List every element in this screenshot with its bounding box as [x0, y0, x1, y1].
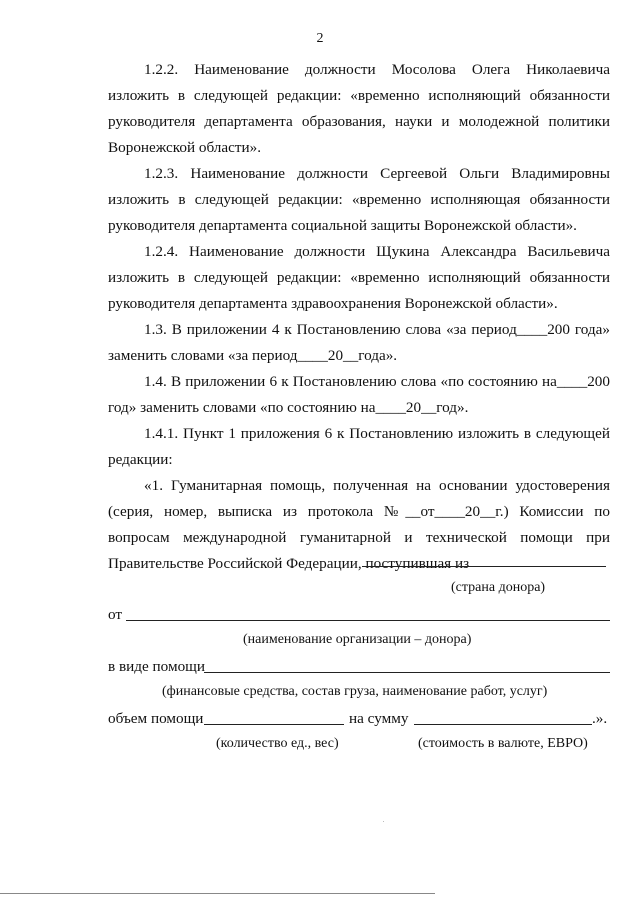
aid-form-blank	[204, 672, 610, 673]
paragraph-text: 1.4.1. Пункт 1 приложения 6 к Постановлению изложить в следующей редакции:	[108, 425, 610, 468]
organization-blank	[126, 620, 610, 621]
end-mark: .».	[592, 710, 608, 727]
from-label: от	[108, 606, 123, 623]
paragraph-1-2-3	[108, 161, 610, 239]
paragraph-1-2-4	[108, 239, 610, 317]
scan-speck	[383, 821, 384, 822]
organization-caption: (наименование организации – донора)	[243, 632, 472, 647]
paragraph-1-4-1	[108, 421, 610, 473]
quoted-paragraph	[108, 473, 610, 577]
page-number: 2	[316, 31, 324, 46]
paragraph-text: 1.4. В приложении 6 к Постановлению слова «по состоянию на____200 год» заменить словами «по состоянию на____20__год».	[108, 373, 610, 416]
volume-label: объем помощи	[108, 710, 204, 727]
donor-country-caption: (страна донора)	[451, 580, 546, 595]
scan-edge-line	[0, 893, 435, 894]
paragraph-text: 1.3. В приложении 4 к Постановлению слова «за период____200 года» заменить словами «за период____20__года».	[108, 321, 610, 364]
paragraph-1-2-2	[108, 57, 610, 161]
volume-blank	[204, 724, 344, 725]
donor-country-blank	[362, 566, 606, 567]
quantity-caption: (количество ед., вес)	[216, 736, 339, 751]
aid-form-caption: (финансовые средства, состав груза, наименование работ, услуг)	[162, 684, 548, 699]
paragraph-text: 1.2.2. Наименование должности Мосолова Олега Николаевича изложить в следующей редакции: «временно исполняющий обязанности руководителя департамента образования, науки и молодежной политики Воронежской области».	[108, 61, 610, 156]
paragraph-text: 1.2.3. Наименование должности Сергеевой Ольги Владимировны изложить в следующей редакции: «временно исполняющая обязанности руководителя департамента социальной защиты Воронежской области».	[108, 165, 610, 234]
paragraph-1-3	[108, 317, 610, 369]
paragraph-text: 1.2.4. Наименование должности Щукина Александра Васильевича изложить в следующей редакции: «временно исполняющий обязанности руководителя департамента здравоохранения Воронежской области».	[108, 243, 610, 312]
sum-blank	[414, 724, 592, 725]
aid-form-label: в виде помощи	[108, 658, 205, 675]
sum-label: на сумму	[349, 710, 409, 727]
cost-caption: (стоимость в валюте, ЕВРО)	[418, 736, 588, 751]
paragraph-1-4	[108, 369, 610, 421]
paragraph-text: «1. Гуманитарная помощь, полученная на основании удостоверения (серия, номер, выписка из протокола №__от____20__г.) Комиссии по вопросам международной гуманитарной и технической помощи при Правительстве Российской Федерации, поступившая из	[108, 477, 610, 572]
